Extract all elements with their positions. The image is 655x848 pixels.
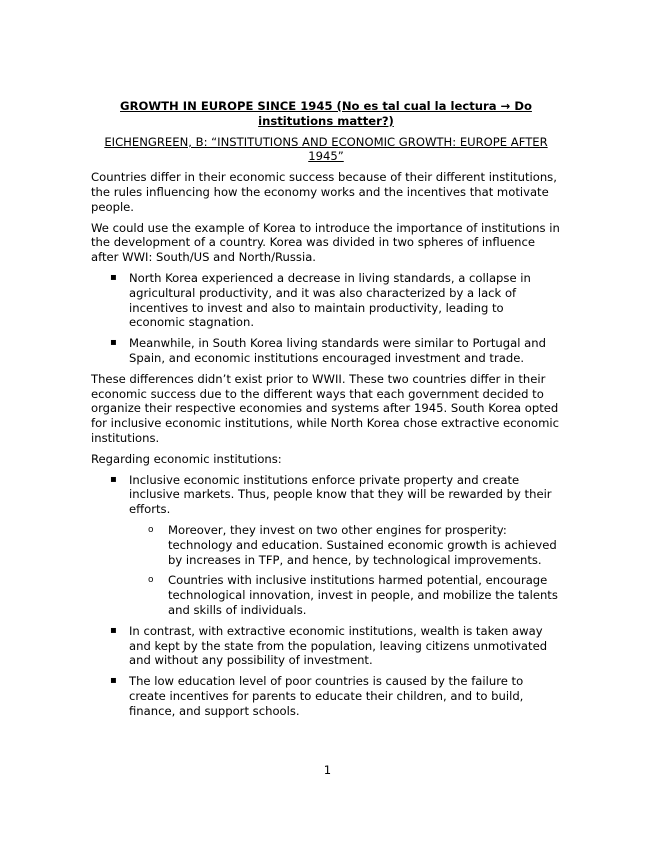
- page-number: 1: [323, 763, 332, 777]
- bullet-item: ▪ The low education level of poor countries is caused by the failure to create incentives for parents to educate their children, and to build, finance, and support schools.: [91, 674, 561, 718]
- sub-bullet-list: [129, 523, 561, 618]
- sub-bullet-item: o Moreover, they invest on two other engines for prosperity: technology and education. Sustained economic growth is achieved by increases in TFP, and hence, by technological improvements.: [129, 523, 561, 567]
- paragraph: We could use the example of Korea to introduce the importance of institutions in the development of a country. Korea was divided in two spheres of influence after WWI: South/US and North/Russia.: [91, 220, 560, 265]
- bullet-item: [91, 473, 561, 618]
- bullet-item: ▪ In contrast, with extractive economic institutions, wealth is taken away and kept by the state from the population, leaving citizens unmotivated and without any possibility of investment.: [91, 624, 561, 668]
- document-title: GROWTH IN EUROPE SINCE 1945 (No es tal cual la lectura → Do institutions matter?): [120, 99, 532, 128]
- document-subtitle: EICHENGREEN, B: “INSTITUTIONS AND ECONOMIC GROWTH: EUROPE AFTER 1945”: [104, 134, 548, 164]
- page-content: [91, 99, 561, 724]
- bullet-item: ▪ Meanwhile, in South Korea living standards were similar to Portugal and Spain, and economic institutions encouraged investment and trade.: [91, 336, 561, 366]
- sub-bullet-item: o Countries with inclusive institutions harmed potential, encourage technological innovation, invest in people, and mobilize the talents and skills of individuals.: [129, 573, 561, 617]
- paragraph: Countries differ in their economic success because of their different institutions, the rules influencing how the economy works and the incentives that motivate people.: [91, 170, 557, 214]
- institutions-bullet-list: [91, 473, 561, 719]
- bullet-item: ▪ North Korea experienced a decrease in living standards, a collapse in agricultural productivity, and it was also characterized by a lack of incentives to invest and also to maintain productivity, leading to economic stagnation.: [91, 271, 561, 330]
- korea-bullet-list: [91, 271, 561, 366]
- paragraph: These differences didn’t exist prior to WWII. These two countries differ in their economic success due to the different ways that each government decided to organize their respective economies and systems after 1945. South Korea opted for inclusive economic institutions, while North Korea chose extractive economic institutions.: [91, 371, 559, 445]
- bullet-text: Inclusive economic institutions enforce private property and create inclusive markets. Thus, people know that they will be rewarded by their efforts.: [129, 472, 552, 517]
- paragraph: Regarding economic institutions:: [91, 451, 282, 466]
